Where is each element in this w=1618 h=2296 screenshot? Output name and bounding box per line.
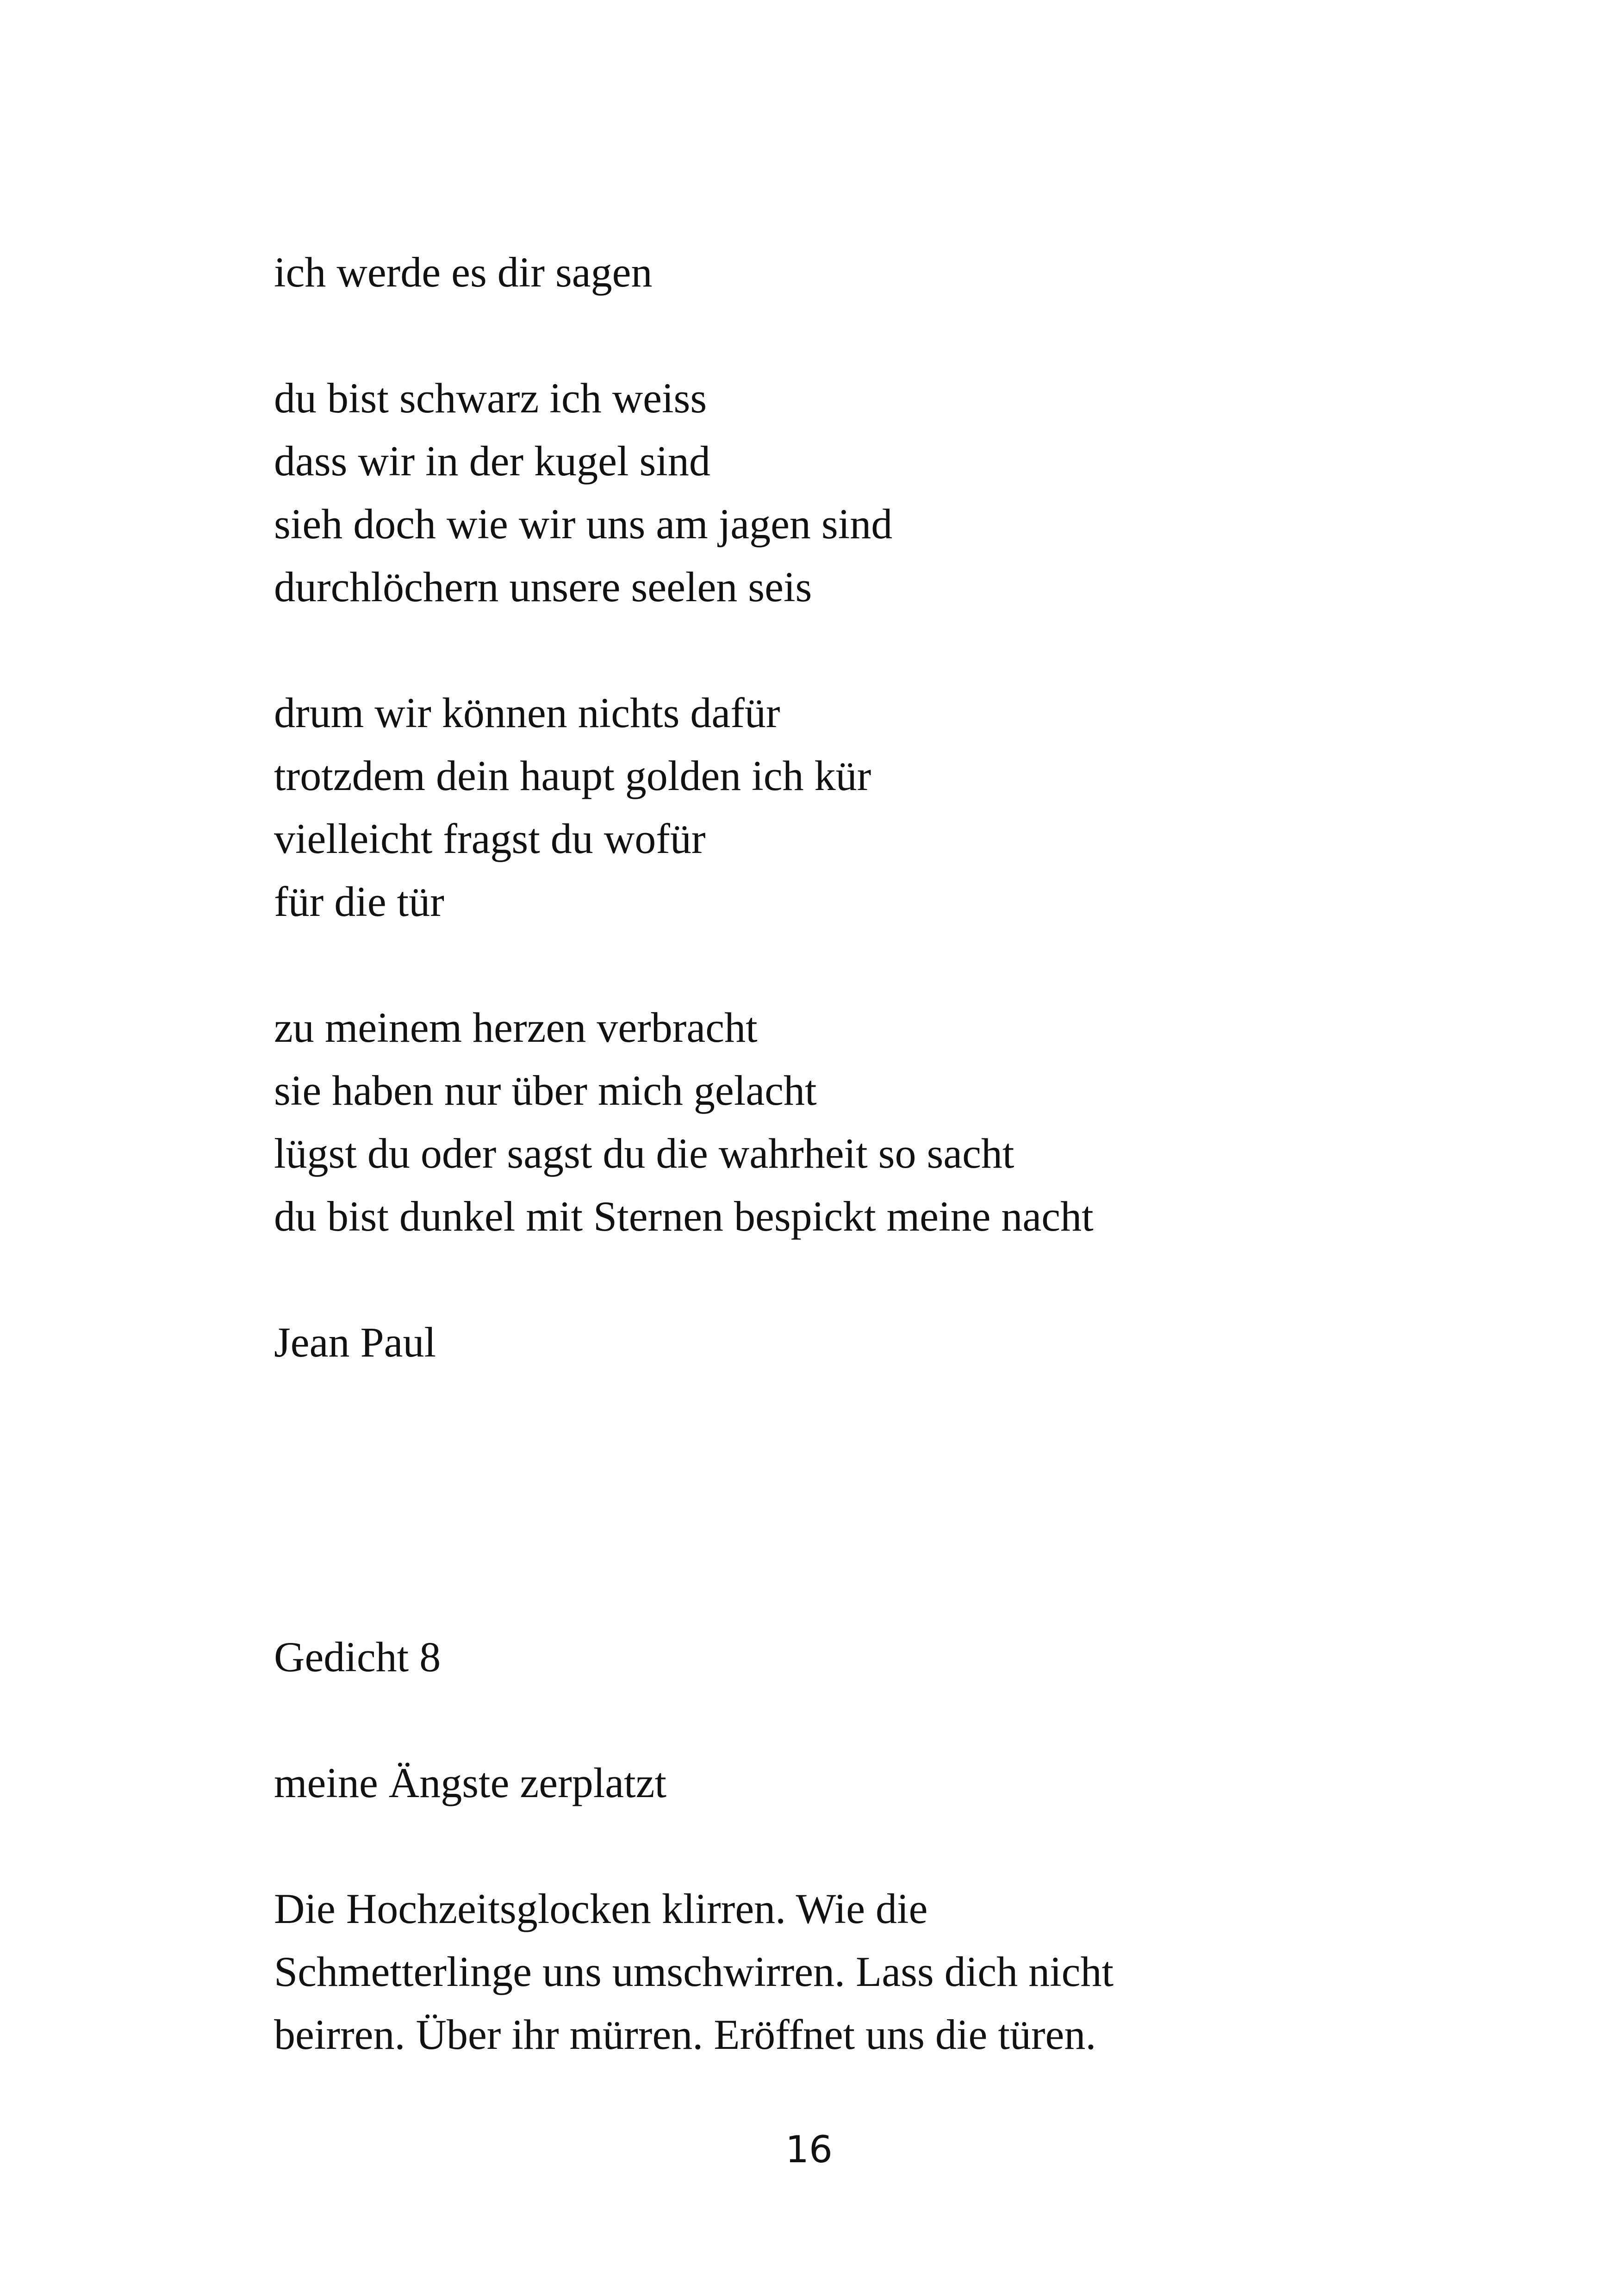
poem-author: Jean Paul [274,1319,436,1366]
stanza-gap [274,1814,1431,1877]
poem-line: für die tür [274,878,444,925]
stanza-gap [274,618,1431,681]
stanza-gap [274,1688,1431,1751]
poem-line: sie haben nur über mich gelacht [274,1067,817,1114]
poem-line: vielleicht fragst du wofür [274,815,706,862]
poem-text-block [274,241,1431,2066]
poem-line: du bist schwarz ich weiss [274,374,707,422]
poem-heading: Gedicht 8 [274,1633,441,1680]
poem-line: zu meinem herzen verbracht [274,1004,758,1051]
poem-line: durchlöchern unsere seelen seis [274,563,812,610]
poem-line: dass wir in der kugel sind [274,437,710,485]
poem-line: ich werde es dir sagen [274,249,653,296]
poem-line: du bist dunkel mit Sternen bespickt meine nacht [274,1193,1094,1240]
poem-line: drum wir können nichts dafür [274,689,780,736]
page-number: 16 [785,2128,833,2171]
poem-line: Schmetterlinge uns umschwirren. Lass dich nicht [274,1948,1114,1995]
poem-title: meine Ängste zerplatzt [274,1759,667,1806]
poem-line: trotzdem dein haupt golden ich kür [274,752,871,799]
poem-line: sieh doch wie wir uns am jagen sind [274,500,893,548]
poem-line: lügst du oder sagst du die wahrheit so sacht [274,1130,1014,1177]
section-gap [274,1374,1431,1625]
poem-line: beirren. Über ihr mürren. Eröffnet uns die türen. [274,2011,1096,2058]
stanza-gap [274,1248,1431,1311]
stanza-gap [274,933,1431,996]
stanza-gap [274,304,1431,367]
poem-line: Die Hochzeitsglocken klirren. Wie die [274,1885,928,1932]
